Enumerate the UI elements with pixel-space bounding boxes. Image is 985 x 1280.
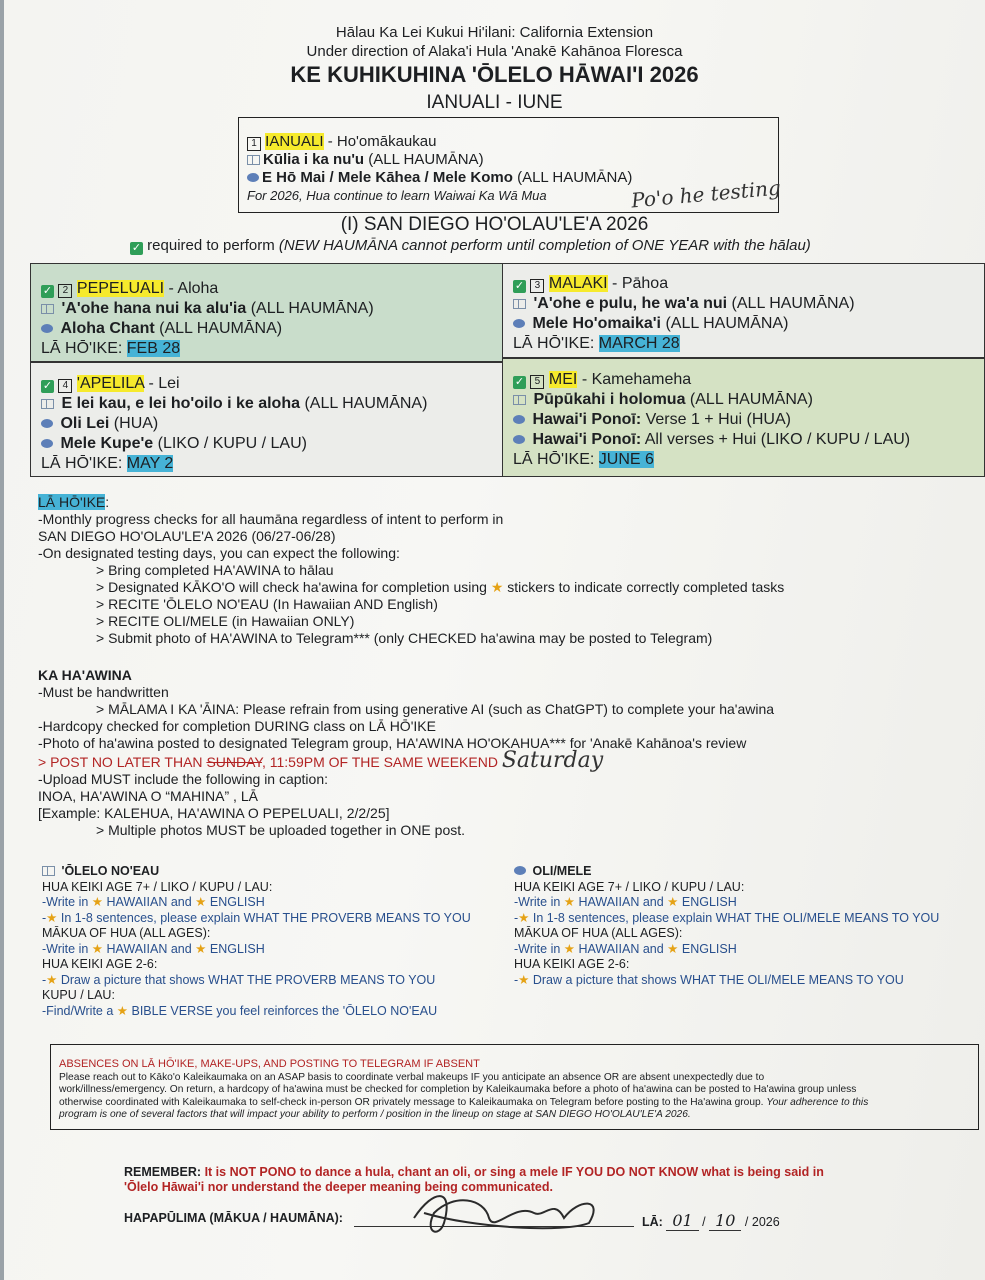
- check-icon: ✓: [131, 242, 142, 254]
- section-heading: LĀ HŌ'IKE: [38, 494, 106, 510]
- section-heading: OLI/MELE: [532, 864, 592, 878]
- star-icon: ★: [667, 895, 679, 909]
- section-heading: KA HA'AWINA: [38, 667, 132, 683]
- document-title: KE KUHIKUHINA 'ŌLELO HĀWAI'I 2026: [290, 62, 699, 87]
- header-line-1: Hālau Ka Lei Kukui Hi'ilani: California Extension: [335, 24, 654, 41]
- handwritten-note: Po'o he testing: [630, 175, 782, 213]
- star-icon: ★: [195, 941, 207, 956]
- star-icon: ★: [490, 579, 504, 595]
- month-name: 'APELILA: [76, 375, 145, 392]
- star-icon: ★: [46, 910, 58, 925]
- star-icon: ★: [518, 972, 530, 987]
- hoike-date: JUNE 6: [598, 451, 654, 468]
- check-icon: ✓: [514, 280, 525, 292]
- date-field[interactable]: LĀ: 01 / 10 / 2026: [642, 1211, 780, 1230]
- hoike-date: MAY 2: [126, 455, 174, 472]
- cell-pepeluali: ✓ 2 PEPELUALI - Aloha 'A'ohe hana nui ka alu'ia (ALL HAUMĀNA) Aloha Chant (ALL HAUMĀNA) LĀ HŌ'IKE: FEB 28: [30, 263, 502, 362]
- speech-bubble-icon: [513, 435, 525, 444]
- star-icon: ★: [195, 895, 207, 909]
- document-subtitle: IANUALI - IUNE: [426, 92, 563, 113]
- required-text: required to perform: [147, 237, 275, 254]
- olelo-title: Kūlia i ka nu'u: [263, 151, 365, 168]
- cell-mei: ✓ 5 MEI - Kamehameha Pūpūkahi i holomua (ALL HAUMĀNA) Hawai'i Ponoī: Verse 1 + Hui (HUA) Hawai'i Ponoī: All verses + Hui (LIKO / KUPU / LAU) LĀ HŌ'IKE: JUNE 6: [502, 358, 985, 477]
- olelo-column: 'ŌLELO NO'EAU HUA KEIKI AGE 7+ / LIKO / KUPU / LAU: -Write in ★ HAWAIIAN and ★ ENGLISH -★ In 1-8 sentences, please explain WHAT THE PROVERB MEANS TO YOU MĀKUA OF HUA (ALL AGES): -Write in ★ HAWAIIAN and ★ ENGLISH HUA KEIKI AGE 2-6: -★ Draw a picture that shows WHAT THE PROVERB MEANS TO YOU KUPU / LAU: -Find/Write a ★ BIBLE VERSE you feel reinforces the 'ŌLELO NO'EAU: [42, 864, 471, 1018]
- month-name: MALAKI: [548, 275, 608, 292]
- speech-bubble-icon: [513, 415, 525, 424]
- book-icon: [513, 299, 526, 309]
- star-icon: ★: [667, 941, 679, 956]
- star-icon: ★: [91, 941, 103, 956]
- remember-note: REMEMBER: It is NOT PONO to dance a hula, chant an oli, or sing a mele IF YOU DO NOT KNOW what is being said in 'Ōlelo Hāwai'i nor understand the deeper meaning being communicated.: [124, 1165, 824, 1194]
- check-icon: ✓: [42, 285, 53, 297]
- document-page: [4, 0, 985, 1280]
- ianuali-box: 1 IANUALI - Ho'omākaukau Kūlia i ka nu'u (ALL HAUMĀNA) E Hō Mai / Mele Kāhea / Mele Komo (ALL HAUMĀNA) For 2026, Hua continue to learn Waiwai Ka Wā Mua Po'o he testing: [238, 117, 779, 213]
- star-icon: ★: [91, 895, 103, 909]
- book-icon: [247, 155, 260, 165]
- absences-box: ABSENCES ON LĀ HŌ'IKE, MAKE-UPS, AND POSTING TO TELEGRAM IF ABSENT Please reach out to Kāko'o Kaleikaumaka on an ASAP basis to coordinate verbal makeups IF you anticipate an absence OR are absent unexpectedly due to work/illness/emergency. On return, a hardcopy of ha'awina must be checked for completion by Kaleikaumaka before a photo of ha'awina can be posted to Ha'awina group unless otherwise coordinated with Kaleikaumaka to self-check in-person OR privately message to Kaleikaumaka on Telegram before posting to the Ha'awina group. Your adherence to this program is one of several factors that will impact your ability to perform / position in the lineup on stage at SAN DIEGO HO'OLAU'LE'A 2026.: [50, 1044, 979, 1130]
- date-day: 10: [709, 1211, 741, 1231]
- star-icon: ★: [116, 1003, 129, 1018]
- absences-heading: ABSENCES ON LĀ HŌ'IKE, MAKE-UPS, AND POSTING TO TELEGRAM IF ABSENT: [59, 1058, 480, 1070]
- header-line-2: Under direction of Alaka'i Hula 'Anakē Kahānoa Floresca: [306, 43, 683, 60]
- month-theme: - Ho'omākaukau: [327, 133, 437, 150]
- speech-bubble-icon: [514, 866, 526, 875]
- month-name: IANUALI: [265, 133, 324, 150]
- check-icon: ✓: [514, 376, 525, 388]
- speech-bubble-icon: [247, 173, 259, 182]
- star-icon: ★: [518, 910, 530, 925]
- section-heading: 'ŌLELO NO'EAU: [61, 864, 160, 878]
- month-number: 1: [247, 137, 261, 151]
- hoike-date: FEB 28: [126, 340, 181, 357]
- book-icon: [42, 866, 55, 876]
- event-title: (I) SAN DIEGO HO'OLAU'LE'A 2026: [340, 214, 649, 235]
- hoike-date: MARCH 28: [598, 335, 680, 352]
- check-icon: ✓: [42, 380, 53, 392]
- haawina-section: KA HA'AWINA -Must be handwritten > MĀLAMA I KA 'ĀINA: Please refrain from using generative AI (such as ChatGPT) to complete your ha'awina -Hardcopy checked for completion DURING class on LĀ HŌ'IKE -Photo of ha'awina posted to designated Telegram group, HA'AWINA HO'OKAHUA*** for 'Anakē Kahānoa's review > POST NO LATER THAN SUNDAY, 11:59PM OF THE SAME WEEKEND Saturday -Upload MUST include the following in caption: INOA, HA'AWINA O “MAHINA” , LĀ [Example: KALEHUA, HA'AWINA O PEPELUALI, 2/2/25] > Multiple photos MUST be uploaded together in ONE post.: [38, 667, 775, 838]
- cell-malaki: ✓ 3 MALAKI - Pāhoa 'A'ohe e pulu, he wa'a nui (ALL HAUMĀNA) Mele Ho'omaika'i (ALL HAUMĀNA) LĀ HŌ'IKE: MARCH 28: [502, 263, 985, 358]
- signature-scribble: [394, 1178, 624, 1248]
- star-icon: ★: [563, 941, 575, 956]
- speech-bubble-icon: [41, 439, 53, 448]
- book-icon: [41, 304, 54, 314]
- book-icon: [513, 395, 526, 405]
- star-icon: ★: [563, 895, 575, 909]
- speech-bubble-icon: [41, 419, 53, 428]
- speech-bubble-icon: [41, 324, 53, 333]
- ianuali-note: For 2026, Hua continue to learn Waiwai Ka Wā Mua: [247, 188, 547, 203]
- star-icon: ★: [46, 972, 58, 987]
- handwritten-correction: Saturday: [501, 748, 604, 773]
- mele-title: E Hō Mai / Mele Kāhea / Mele Komo: [262, 169, 513, 186]
- date-year: 2026: [751, 1215, 780, 1229]
- month-name: MEI: [548, 371, 578, 388]
- la-hoike-section: LĀ HŌ'IKE: -Monthly progress checks for all haumāna regardless of intent to perform in SAN DIEGO HO'OLAU'LE'A 2026 (06/27-06/28) -On designated testing days, you can expect the following: > Bring completed HA'AWINA to hālau > Designated KĀKO'O will check ha'awina for completion using ★ stickers to indicate correctly completed tasks > RECITE 'ŌLELO NO'EAU (In Hawaiian AND English) > RECITE OLI/MELE (in Hawaiian ONLY) > Submit photo of HA'AWINA to Telegram*** (only CHECKED ha'awina may be posted to Telegram): [38, 494, 785, 646]
- book-icon: [41, 399, 54, 409]
- signature-label: HAPAPŪLIMA (MĀKUA / HAUMĀNA):: [124, 1211, 343, 1225]
- required-note: (NEW HAUMĀNA cannot perform until completion of ONE YEAR with the hālau): [278, 237, 811, 254]
- olimele-column: OLI/MELE HUA KEIKI AGE 7+ / LIKO / KUPU / LAU: -Write in ★ HAWAIIAN and ★ ENGLISH -★ In 1-8 sentences, please explain WHAT THE OLI/MELE MEANS TO YOU MĀKUA OF HUA (ALL AGES): -Write in ★ HAWAIIAN and ★ ENGLISH HUA KEIKI AGE 2-6: -★ Draw a picture that shows WHAT THE OLI/MELE MEANS TO YOU: [514, 864, 940, 987]
- month-name: PEPELUALI: [76, 280, 165, 297]
- date-month: 01: [666, 1211, 698, 1231]
- cell-apelila: ✓ 4 'APELILA - Lei E lei kau, e lei ho'oilo i ke aloha (ALL HAUMĀNA) Oli Lei (HUA) Mele Kupe'e (LIKO / KUPU / LAU) LĀ HŌ'IKE: MAY 2: [30, 362, 502, 477]
- speech-bubble-icon: [513, 319, 525, 328]
